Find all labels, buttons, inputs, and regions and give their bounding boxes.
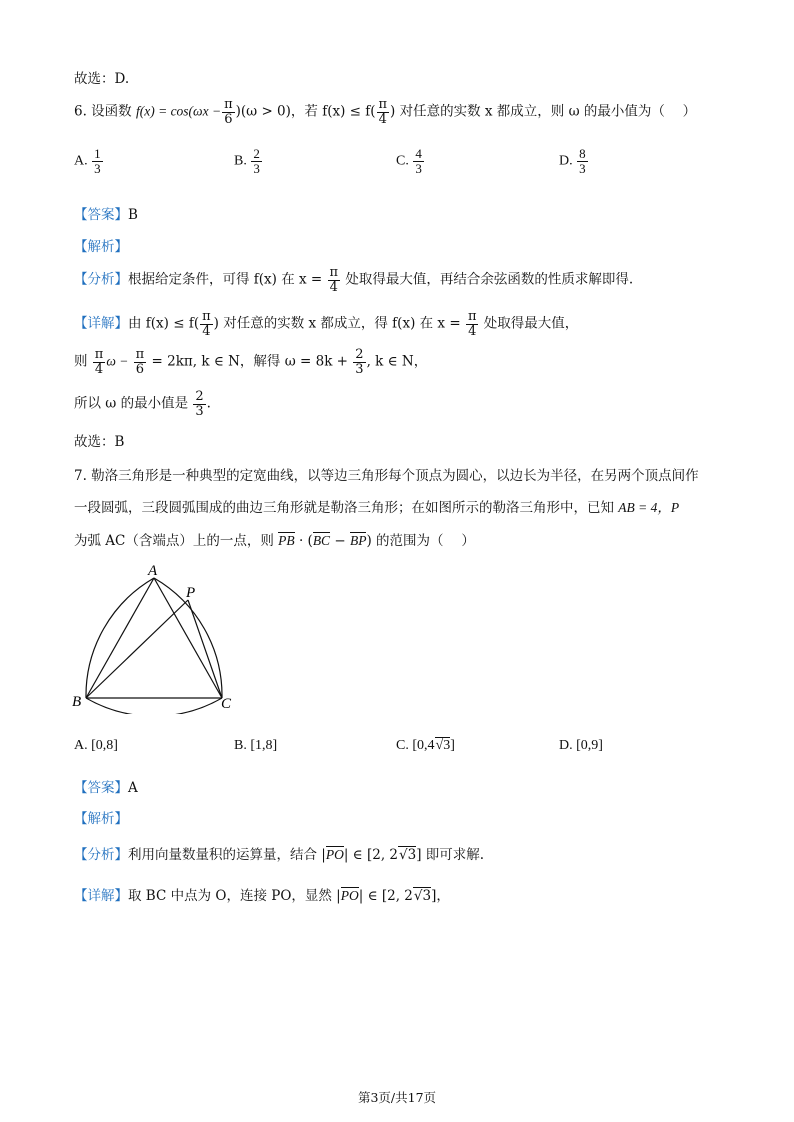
fenxi-text-a: 利用向量数量积的运算量，结合 | [128, 847, 326, 863]
xj2-c: = 2kπ, k ∈ N，解得 ω = 8k + [151, 353, 348, 370]
q6-option-a [74, 147, 104, 175]
frac-den: 4 [468, 323, 477, 339]
frac-pi-4 [93, 348, 106, 376]
frac-num: π [202, 309, 211, 324]
fenxi-tag: 【分析】 [74, 847, 128, 863]
option-label: D. [559, 153, 573, 169]
answer-value: B [128, 207, 138, 223]
q7-line-2 [74, 496, 679, 516]
option-frac [413, 147, 424, 175]
frac-num: π [135, 347, 145, 362]
frac-2-3 [353, 348, 365, 376]
vector-po: PO [340, 888, 359, 903]
option-label: B. [234, 738, 247, 753]
frac-num: 2 [253, 146, 260, 161]
q6-option-b [234, 147, 263, 175]
xj1-b: ) 对任意的实数 x 都成立，得 f(x) 在 x = [213, 315, 461, 332]
frac-num: π [467, 309, 477, 324]
q7-option-d [559, 738, 603, 754]
option-value: [0,8] [91, 738, 118, 753]
frac-den: 4 [329, 279, 338, 295]
frac-pi-4 [200, 310, 213, 338]
xj3-b: . [206, 395, 211, 412]
q7-xiangjie [74, 884, 450, 904]
xj-text-c: ]， [431, 888, 450, 904]
fenxi-text-b: 处取得最大值，再结合余弦函数的性质求解即得. [345, 271, 634, 288]
q7-jiexi: 【解析】 [74, 811, 128, 827]
xj2-a: 则 [74, 353, 88, 370]
sqrt-radicand: 3 [407, 847, 417, 863]
frac-num: π [378, 97, 388, 112]
frac-num: 2 [195, 389, 204, 404]
xj1-a: 由 f(x) ≤ f( [128, 315, 200, 332]
option-frac [92, 147, 103, 175]
option-label: A. [74, 738, 88, 753]
option-frac [251, 147, 262, 175]
frac-den: 4 [378, 111, 387, 127]
option-label: A. [74, 153, 88, 169]
sqrt-icon: √3 [399, 847, 417, 863]
label-p: P [186, 585, 196, 601]
xiangjie-tag: 【详解】 [74, 315, 128, 332]
q6-xiangjie-2 [74, 348, 427, 376]
sqrt-icon: √3 [435, 738, 451, 753]
frac-pi-4 [466, 310, 479, 338]
q6-func: f(x) = cos(ωx − [135, 103, 222, 119]
q6-frac-pi-6 [222, 98, 235, 126]
frac-num: π [94, 347, 104, 362]
vector-pb: PB [278, 533, 295, 548]
frac-num: 2 [355, 347, 364, 362]
frac-pi-6 [134, 348, 147, 376]
q7-line-2a: 一段圆弧，三段圆弧围成的曲边三角形就是勒洛三角形；在如图所示的勒洛三角形中，已知 [74, 500, 614, 516]
vector-bc: BC [312, 533, 331, 548]
q6-cond: )(ω > 0)，若 f(x) ≤ f( [235, 103, 376, 120]
q7-answer [74, 776, 138, 796]
label-b: B [72, 694, 82, 710]
q6-option-d [559, 147, 589, 175]
q7-ab-eq: AB = 4 [618, 500, 658, 515]
q6-xiangjie-3 [74, 390, 211, 418]
frac-den: 3 [415, 160, 422, 176]
option-value: [0,9] [576, 738, 603, 753]
arc-bc [86, 698, 222, 714]
q7-line-3a: 为弧 AC（含端点）上的一点，则 [74, 533, 274, 549]
frac-2-3 [193, 390, 205, 418]
answer-value: A [128, 780, 138, 796]
q6-xiangjie-1 [74, 310, 578, 338]
sqrt-radicand: 3 [443, 738, 451, 753]
q6-stem-b: ) 对任意的实数 x 都成立，则 ω 的最小值为（ ） [390, 103, 697, 120]
fenxi-text-b: | ∈ [2, 2 [343, 847, 398, 863]
label-a: A [148, 563, 158, 579]
reuleaux-triangle-figure [66, 562, 246, 714]
q6-stem-a: 6. 设函数 [74, 103, 136, 120]
segment-pc [188, 600, 222, 698]
frac-num: 4 [415, 146, 422, 161]
frac-den: 3 [195, 403, 204, 419]
q7-fenxi [74, 843, 484, 863]
vector-bp: BP [349, 533, 367, 548]
frac-den: 4 [94, 361, 104, 377]
q7-option-c [396, 738, 455, 754]
sqrt-radicand: 3 [422, 888, 432, 904]
frac-den: 3 [94, 160, 101, 176]
frac-den: 3 [355, 361, 364, 377]
minus-op: − [330, 533, 350, 549]
frac-den: 6 [224, 111, 233, 127]
q7-line-1: 7. 勒洛三角形是一种典型的定宽曲线，以等边三角形每个顶点为圆心，以边长为半径，在另两个顶点间作 [74, 468, 699, 484]
frac-den: 3 [579, 160, 586, 176]
prev-answer: 故选：D. [74, 71, 130, 87]
fenxi-text-a: 根据给定条件，可得 f(x) 在 x = [128, 271, 323, 288]
fenxi-tag: 【分析】 [74, 271, 128, 288]
sqrt-icon: √3 [413, 888, 432, 904]
xj2-d: , k ∈ N， [366, 353, 428, 370]
option-value-b: ] [450, 738, 455, 753]
q6-final: 故选：B [74, 434, 125, 450]
q6-option-c [396, 147, 425, 175]
side-ab [86, 578, 154, 698]
frac-den: 4 [202, 323, 211, 339]
segment-pb [86, 600, 188, 698]
option-label: D. [559, 738, 573, 753]
xj-text-b: | ∈ [2, 2 [358, 888, 413, 904]
fenxi-text-c: ] 即可求解. [416, 847, 485, 863]
q6-stem [74, 98, 696, 126]
frac-den: 3 [253, 160, 260, 176]
xj-text-a: 取 BC 中点为 O，连接 PO，显然 | [128, 888, 341, 904]
label-c: C [221, 696, 232, 712]
q6-jiexi: 【解析】 [74, 239, 128, 255]
frac-den: 6 [135, 361, 145, 377]
q7-line-3b: ) 的范围为（ ） [366, 533, 475, 549]
xj3-a: 所以 ω 的最小值是 [74, 395, 189, 412]
frac-pi-4 [328, 266, 341, 294]
answer-tag: 【答案】 [74, 207, 128, 223]
option-label: C. [396, 153, 409, 169]
frac-num: 1 [94, 146, 101, 161]
frac-num: π [224, 97, 233, 112]
xj2-b: ω − [106, 353, 129, 369]
option-value: [1,8] [250, 738, 278, 753]
option-label: C. [396, 738, 409, 753]
q7-line-2c: ，P [657, 500, 680, 515]
q7-line-3 [74, 529, 475, 549]
dot-op: · ( [294, 533, 313, 549]
xiangjie-tag: 【详解】 [74, 888, 128, 904]
q7-option-b [234, 738, 277, 754]
q6-frac-pi-4 [377, 98, 390, 126]
q7-option-a [74, 738, 118, 754]
q6-fenxi [74, 266, 633, 294]
vector-po: PO [325, 847, 344, 862]
option-value-a: [0,4 [412, 738, 435, 753]
xj1-c: 处取得最大值， [483, 315, 579, 332]
frac-num: π [329, 265, 339, 280]
answer-tag: 【答案】 [74, 780, 128, 796]
frac-num: 8 [579, 146, 586, 161]
q6-answer [74, 203, 138, 223]
option-frac [577, 147, 588, 175]
page-footer: 第3页/共17页 [357, 1090, 437, 1105]
option-label: B. [234, 153, 247, 169]
